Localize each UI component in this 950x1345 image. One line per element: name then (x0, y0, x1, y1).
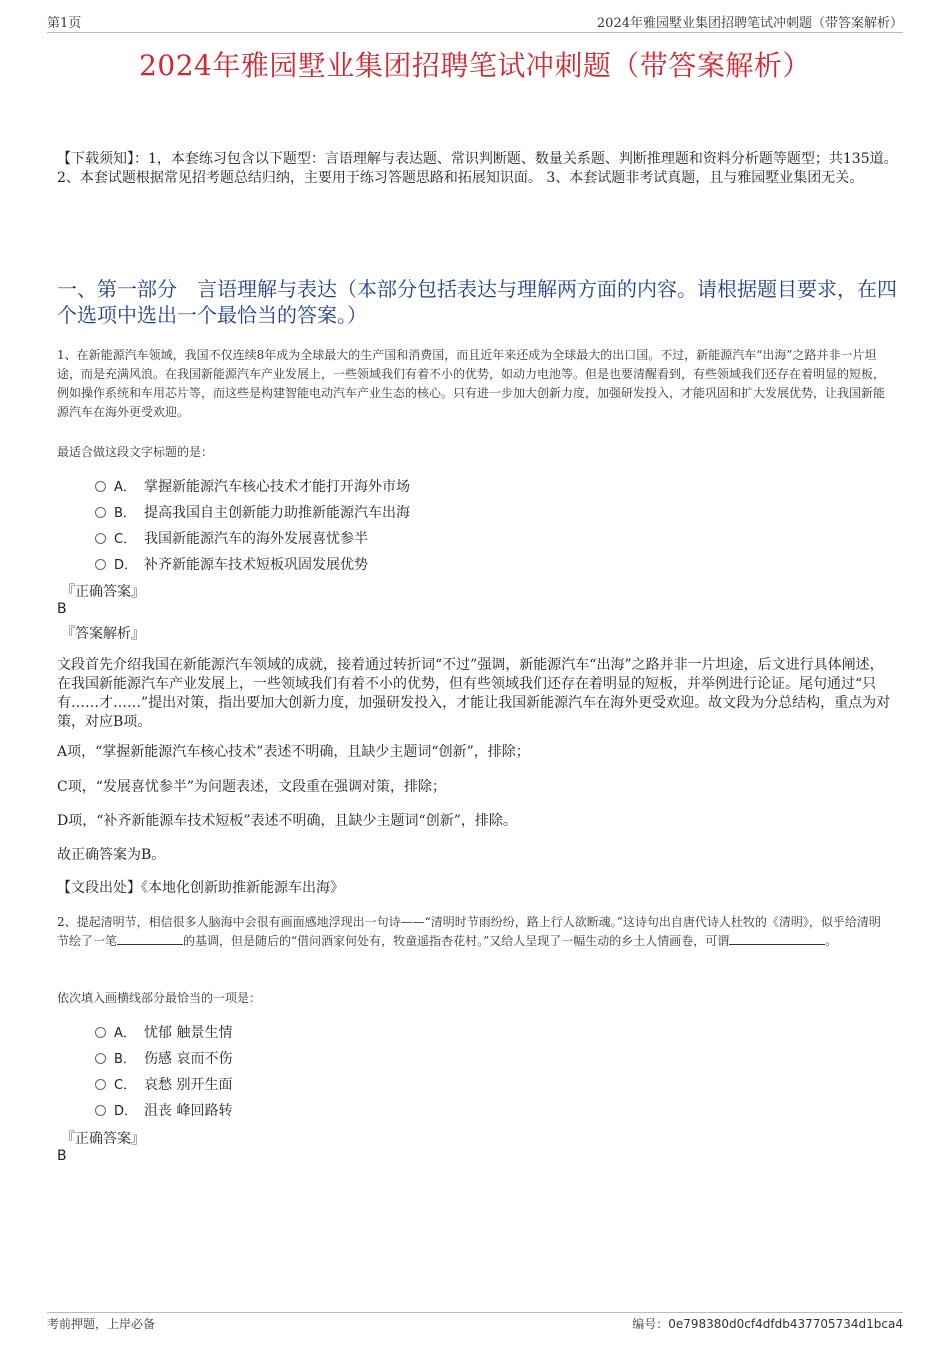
question-1-text: 1、在新能源汽车领域，我国不仅连续8年成为全球最大的生产国和消费国，而且近年来还成为全球最大的出口国。不过，新能源汽车“出海”之路并非一片坦途，而是充满风浪。在我国新能源汽车产业发展上，一些领域我们有着不小的优势，如动力电池等。但是也要清醒看到，有些领域我们还存在着明显的短板，例如操作系统和车用芯片等，而这些是构建智能电动汽车产业生态的核心。只有进一步加大创新力度，加强研发投入，才能巩固和扩大发展优势，让我国新能源汽车在海外更受欢迎。 (57, 348, 886, 419)
q1-analysis-label: 『答案解析』 (61, 626, 145, 642)
option-letter: C． (114, 532, 137, 547)
q1-option-c-note: C项，“发展喜忧参半”为问题表述，文段重在强调对策，排除； (57, 779, 447, 795)
q1-answer-value: B (57, 601, 67, 617)
option-text: 提高我国自主创新能力助推新能源汽车出海 (144, 505, 410, 521)
question-2-text-part-1: 2、提起清明节，相信很多人脑海中会很有画面感地浮现出一句诗——“清明时节雨纷纷，路上行人欲断魂。”这诗句出自唐代诗人杜牧的《清明》，似乎给清明节绘了一笔 (57, 915, 881, 948)
option-text: 伤感 哀而不伤 (144, 1051, 233, 1067)
option-letter: D． (114, 1104, 138, 1119)
q1-analysis: 文段首先介绍我国在新能源汽车领域的成就，接着通过转折词“不过”强调，新能源汽车“出海”之路并非一片坦途，后文进行具体阐述，在我国新能源汽车产业发展上，一些领域我们有着不小的优势，但有些领域我们还存在着明显的短板，并举例进行论证。尾句通过“只有……才……”提出对策，指出要加大创新力度，加强研发投入，才能让我国新能源汽车在海外更受欢迎。故文段为分总结构，重点为对策，对应B项。 (57, 657, 891, 730)
q2-answer-value: B (57, 1148, 67, 1164)
radio-icon[interactable] (95, 1079, 106, 1090)
question-2-prompt: 依次填入画横线部分最恰当的一项是： (57, 991, 262, 1005)
page-title: 2024年雅园墅业集团招聘笔试冲刺题（带答案解析） (139, 49, 811, 82)
option-letter: A． (114, 480, 136, 495)
q1-answer-label: 『正确答案』 (61, 584, 145, 600)
option-letter: B． (114, 506, 136, 521)
option-text: 掌握新能源汽车核心技术才能打开海外市场 (144, 479, 410, 495)
radio-icon[interactable] (95, 1027, 106, 1038)
q1-option-d-note: D项，“补齐新能源车技术短板”表述不明确，且缺少主题词“创新”，排除。 (57, 813, 517, 829)
q1-option-a-note: A项，“掌握新能源汽车核心技术”表述不明确，且缺少主题词“创新”，排除； (57, 744, 530, 760)
radio-icon[interactable] (95, 481, 106, 492)
q2-option-a[interactable] (95, 1022, 232, 1042)
radio-icon[interactable] (95, 559, 106, 570)
q2-answer-label: 『正确答案』 (61, 1131, 145, 1147)
q1-option-d[interactable] (95, 554, 368, 574)
option-letter: D． (114, 558, 138, 573)
fill-blank-1 (117, 932, 183, 945)
question-1-prompt: 最适合做这段文字标题的是： (57, 445, 214, 459)
option-text: 忧郁 触景生情 (144, 1025, 233, 1041)
radio-icon[interactable] (95, 533, 106, 544)
header-doc-title: 2024年雅园墅业集团招聘笔试冲刺题（带答案解析） (596, 16, 903, 31)
page-number: 第1页 (47, 16, 82, 31)
option-text: 我国新能源汽车的海外发展喜忧参半 (144, 531, 368, 547)
option-letter: C． (114, 1078, 137, 1093)
radio-icon[interactable] (95, 1105, 106, 1116)
option-text: 补齐新能源车技术短板巩固发展优势 (144, 557, 368, 573)
q2-option-c[interactable] (95, 1074, 232, 1094)
section-heading: 一、第一部分 言语理解与表达（本部分包括表达与理解两方面的内容。请根据题目要求，在四个选项中选出一个最恰当的答案。） (57, 277, 897, 327)
q2-option-b[interactable] (95, 1048, 232, 1068)
question-2-text-part-2: 的基调，但是随后的“借问酒家何处有，牧童遥指杏花村。”又给人呈现了一幅生动的乡土人情画卷，可谓 (183, 934, 730, 948)
q1-option-b[interactable] (95, 502, 410, 522)
footer-code-label: 编号： (632, 1317, 669, 1331)
download-notice: 【下载须知】：1，本套练习包含以下题型：言语理解与表达题、常识判断题、数量关系题、判断推理题和资料分析题等题型；共135道。 2、本套试题根据常见招考题总结归纳，主要用于练习答题思路和拓展知识面。 3、本套试题非考试真题，且与雅园墅业集团无关。 (57, 151, 898, 186)
footer-code (632, 1315, 903, 1332)
option-letter: A． (114, 1026, 136, 1041)
q2-option-d[interactable] (95, 1100, 232, 1120)
fill-blank-2 (729, 932, 825, 945)
footer-divider (47, 1312, 903, 1313)
q1-option-a[interactable] (95, 476, 410, 496)
question-2-text-part-3: 。 (825, 934, 838, 948)
option-text: 哀愁 别开生面 (144, 1077, 233, 1093)
q1-conclusion: 故正确答案为B。 (57, 847, 166, 863)
q1-option-c[interactable] (95, 528, 368, 548)
question-2-text (57, 913, 892, 951)
radio-icon[interactable] (95, 1053, 106, 1064)
footer-code-value: 0e798380d0cf4dfdb437705734d1bca4 (668, 1317, 903, 1331)
option-letter: B． (114, 1052, 136, 1067)
header-divider (47, 32, 903, 33)
radio-icon[interactable] (95, 507, 106, 518)
option-text: 沮丧 峰回路转 (144, 1103, 233, 1119)
footer-slogan: 考前押题，上岸必备 (47, 1317, 156, 1331)
q1-source: 【文段出处】《本地化创新助推新能源车出海》 (57, 880, 344, 896)
